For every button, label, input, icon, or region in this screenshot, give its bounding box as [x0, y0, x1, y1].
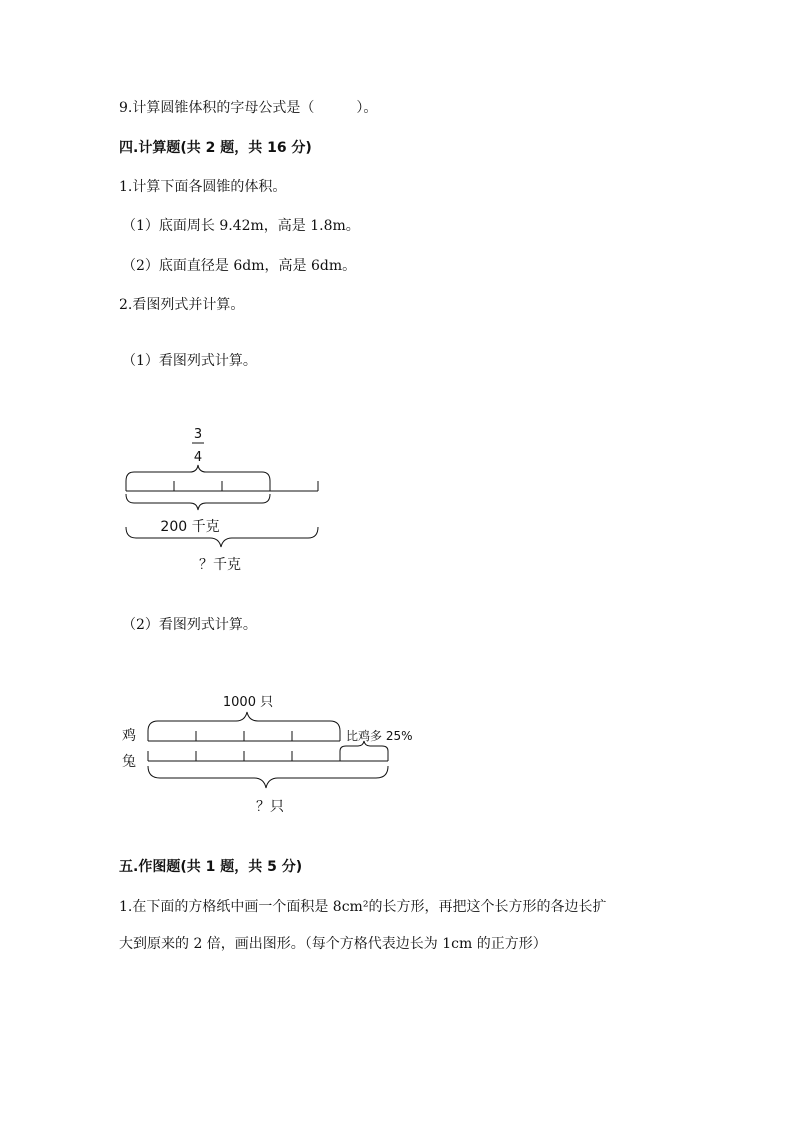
known-label: 200 千克 — [160, 519, 220, 535]
row-label-chicken: 鸡 — [122, 728, 136, 744]
drawing-question-line-1: 1.在下面的方格纸中画一个面积是 8cm²的长方形，再把这个长方形的各边长扩 — [119, 899, 607, 915]
question-9: 9.计算圆锥体积的字母公式是（ ）。 — [119, 100, 378, 116]
question-2-text: 2.看图列式并计算。 — [119, 297, 245, 313]
section-5-heading: 五.作图题(共 1 题，共 5 分) — [119, 859, 303, 875]
question-2-part-1: （1）看图列式计算。 — [122, 353, 257, 369]
section-4-heading: 四.计算题(共 2 题，共 16 分) — [119, 140, 312, 156]
fraction-denominator: 4 — [193, 450, 203, 465]
question-1-part-1: （1）底面周长 9.42m，高是 1.8m。 — [122, 218, 360, 234]
extra-label: 比鸡多 25% — [346, 729, 413, 743]
unknown-label: ？只 — [256, 799, 284, 815]
total-brace — [148, 712, 340, 731]
fraction-numerator: 3 — [193, 427, 203, 442]
row-label-rabbit: 兔 — [122, 754, 136, 770]
question-1-part-2: （2）底面直径是 6dm，高是 6dm。 — [122, 258, 357, 274]
question-1-text: 1.计算下面各圆锥的体积。 — [119, 179, 287, 195]
total-label: 1000 只 — [222, 695, 274, 710]
unknown-label: ？千克 — [199, 557, 241, 573]
question-2-part-2: （2）看图列式计算。 — [122, 617, 257, 633]
drawing-question-line-2: 大到原来的 2 倍，画出图形。（每个方格代表边长为 1cm 的正方形） — [119, 936, 547, 952]
rabbit-brace — [148, 766, 388, 788]
